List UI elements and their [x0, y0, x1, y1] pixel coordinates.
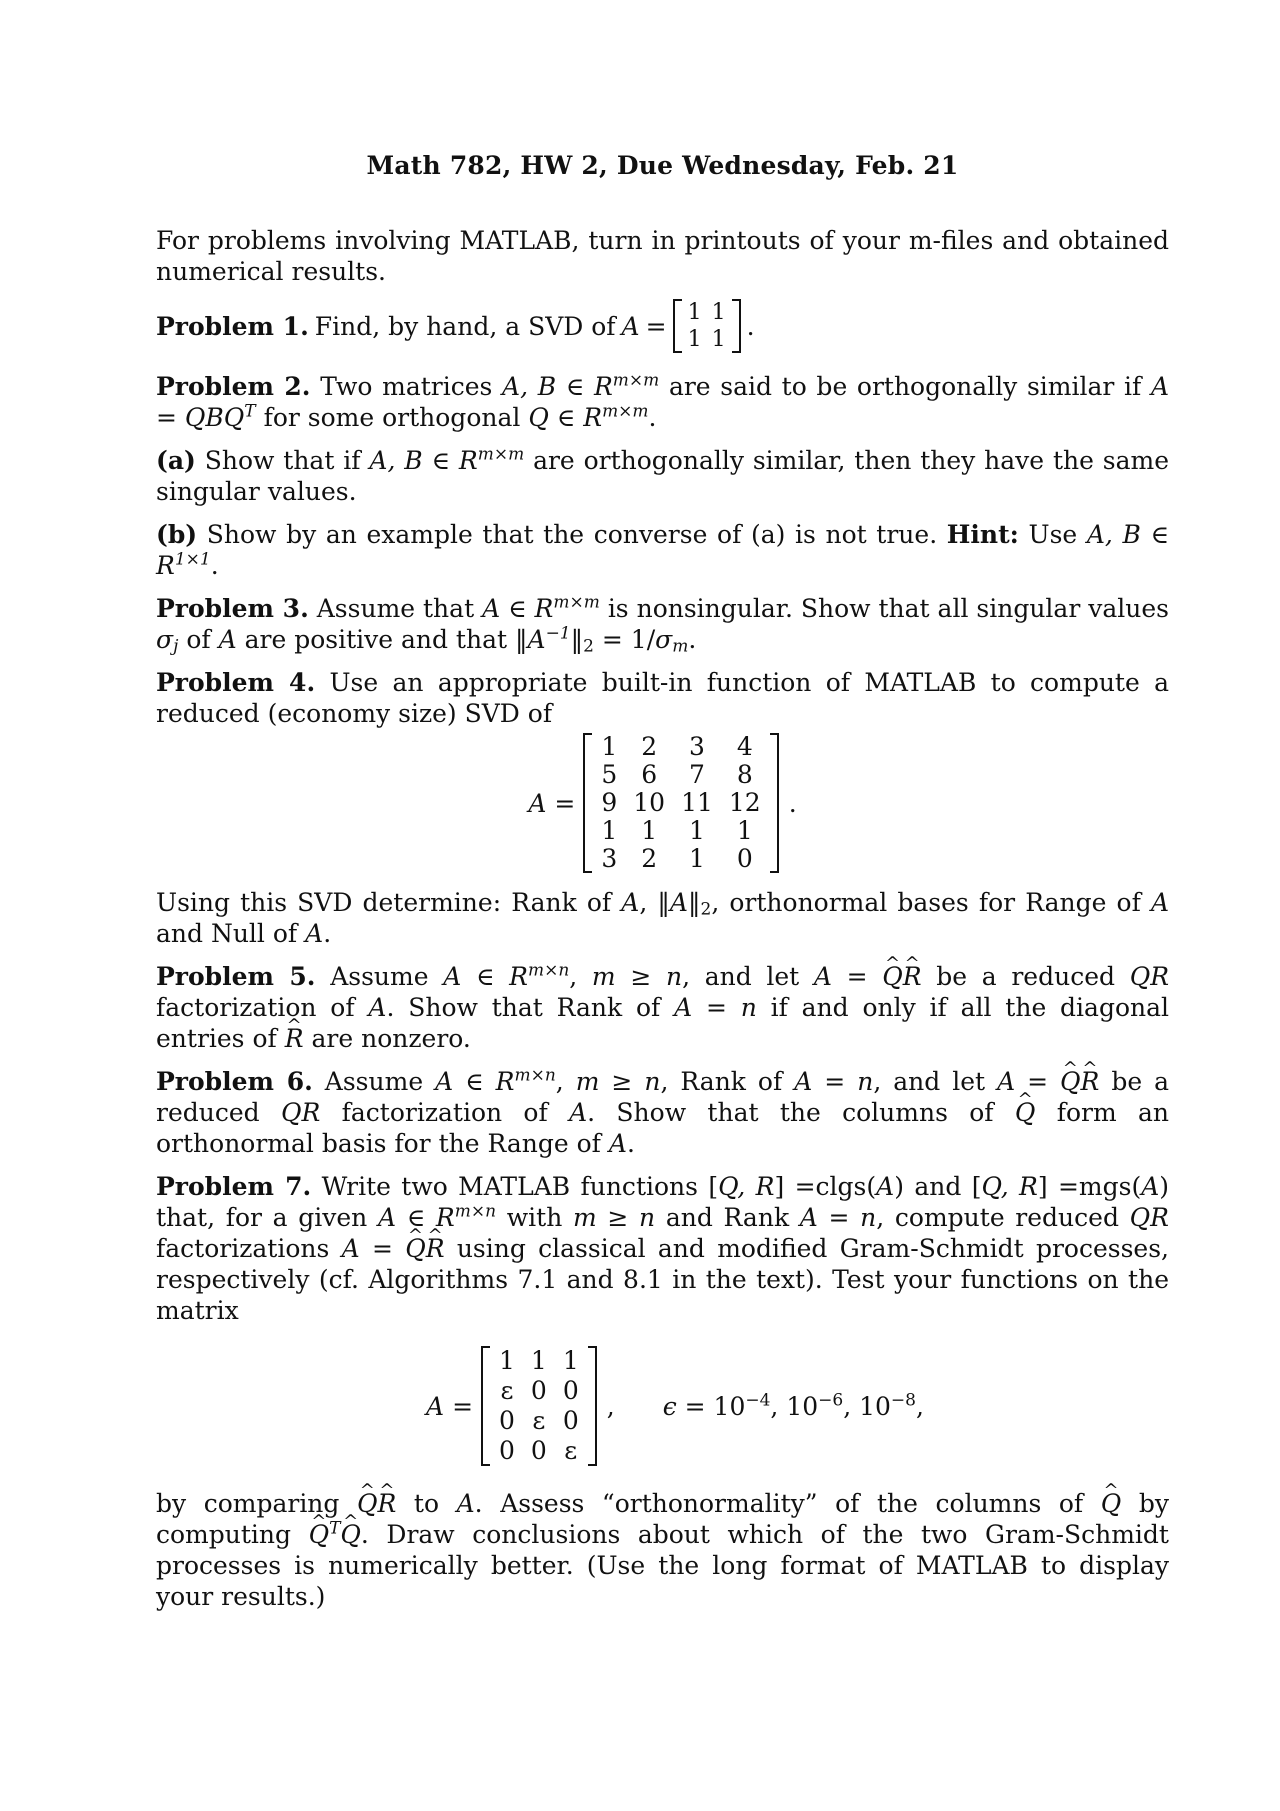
problem-5-text: Show that Rank of: [408, 993, 661, 1022]
matrix-cell: 0: [499, 1406, 515, 1435]
matrix-cell: 1: [689, 816, 705, 845]
problem-6-text: be a reduced: [156, 1067, 1170, 1127]
problem-1-matrix: [673, 299, 741, 353]
problem-7-display: A = 1 1 1 ε 0 0 0 ε 0 0 0 ε , $\epsilon = 10^{-4}$, $10^{-6}$, $10^{-8}$,: [426, 1346, 924, 1465]
problem-7-text: to: [413, 1489, 440, 1518]
matrix-cell: 0: [530, 1436, 547, 1465]
matrix-cell: 0: [736, 844, 753, 873]
problem-2a-text: Show that if: [204, 446, 361, 475]
matrix-cell: 9: [601, 788, 618, 817]
problem-2b: (b) Show by an example that the converse of (a) is not true. Hint: Use A, B ∈ $R^{1\times 1}$.: [156, 520, 1169, 580]
matrix-cell: 10: [633, 788, 666, 817]
problem-7-text: by comparing: [156, 1489, 340, 1518]
matrix-cell: 12: [728, 788, 761, 817]
matrix-cell: 1: [530, 1346, 547, 1375]
problem-7-followup: by comparing ^ Q^ R to A. Assess “orthonormality” of the columns of ^ Q by computing ^ $Q^T\^{}$ Q. Draw conclusions about which of the two Gram-Schmidt processes is numerically better. (Use the long format of MATLAB to display your results.): [156, 1488, 1169, 1612]
matrix-cell: 6: [641, 760, 658, 789]
problem-6-text: factorization of: [341, 1098, 548, 1127]
matrix-cell: 0: [562, 1376, 579, 1405]
matrix-cell: 1: [499, 1346, 515, 1375]
problem-4-label: Problem 4.: [156, 668, 316, 697]
problem-7-text: and: [914, 1172, 962, 1201]
problem-6: Problem 6. Assume A ∈ $R^{m\times n}$, m ≥ n, Rank of A = n, and let A = ^ Q^ R be a reduced QR factorization of A. Show that the columns of ^ Q form an orthonormal basis for the Range of A.: [156, 1066, 1169, 1159]
epsilon-values: $\epsilon = 10^{-4}$, $10^{-6}$, $10^{-8}$,: [662, 1390, 924, 1421]
matrix-cell: 1: [711, 300, 726, 325]
matrix-cell: 1: [687, 300, 702, 325]
function-name: =clgs(: [794, 1172, 877, 1201]
problem-1-text: Find, by hand, a SVD of: [314, 311, 616, 341]
problem-5-label: Problem 5.: [156, 962, 316, 991]
problem-6-text: Show that the columns of: [616, 1098, 994, 1127]
problem-5: Problem 5. Assume A ∈ $R^{m\times n}$, m ≥ n, and let A = ^ Q^ R be a reduced QR factorization of A. Show that Rank of A = n if and only if all the diagonal entries of ^ R are nonzero.: [156, 961, 1169, 1054]
problem-2a-text: are orthogonally similar, then they have the same singular values.: [156, 446, 1169, 506]
matrix-cell: 1: [736, 816, 753, 845]
problem-3-text: are positive and that: [244, 625, 508, 654]
problem-5-text: are nonzero.: [311, 1024, 471, 1053]
problem-6-text: form an orthonormal basis for the Range of: [156, 1098, 1169, 1158]
matrix-cell: 11: [681, 788, 713, 817]
problem-7-text: by computing: [156, 1489, 1169, 1549]
problem-7-text: compute reduced: [894, 1203, 1119, 1232]
problem-7-label: Problem 7.: [156, 1172, 312, 1201]
problem-4-followup: Using this SVD determine: Rank of A, $‖A‖_2$, orthonormal bases for Range of A and Null of A.: [156, 888, 1169, 948]
problem-4: [156, 667, 1169, 729]
problem-6-text: Assume: [324, 1067, 424, 1096]
hint-text: Use: [1028, 520, 1078, 549]
problem-2-text: are said to be orthogonally similar if: [668, 372, 1142, 401]
matrix-cell: 4: [736, 732, 753, 761]
problem-7-text: Assess “orthonormality” of the columns of: [500, 1489, 1084, 1518]
matrix-cell: 1: [601, 732, 618, 761]
problem-3-text: Assume that: [316, 594, 475, 623]
matrix-cell: 7: [689, 760, 705, 789]
intro-paragraph: For problems involving MATLAB, turn in printouts of your m-files and obtained numerical results.: [156, 226, 1169, 286]
problem-1: Problem 1. Find, by hand, a SVD of A = 1 1 1 1 .: [156, 300, 755, 352]
matrix-cell: 5: [601, 760, 618, 789]
problem-2b-text: Show by an example that the converse of (a) is not true.: [206, 520, 938, 549]
problem-5-text: and let: [704, 962, 800, 991]
matrix-cell: 1: [689, 844, 705, 873]
problem-7: Problem 7. Write two MATLAB functions [Q, R] =clgs(A) and [Q, R] =mgs(A) that, for a given A ∈ $R^{m\times n}$ with m ≥ n and Rank A = n, compute reduced QR factorizations A = ^ Q^ R using classical and modified Gram-Schmidt processes, respectively (cf. Algorithms 7.1 and 8.1 in the text). Test your functions on the matrix: [156, 1171, 1169, 1326]
problem-3: Problem 3. Assume that A ∈ $R^{m\times m}$ is nonsingular. Show that all singular values $\sigma_j$ of A are positive and that $‖A^{-1}‖_2 = 1/\sigma_m$.: [156, 592, 1169, 657]
problem-6-text: and let: [893, 1067, 986, 1096]
problem-2a-label: (a): [156, 446, 196, 475]
matrix-cell: 1: [641, 816, 658, 845]
problem-4-matrix: [583, 733, 778, 873]
problem-6-text: Rank of: [680, 1067, 783, 1096]
problem-7-text: using classical and modified Gram-Schmidt processes, respectively (cf. Algorithms 7.1 and 8.1 in the text). Test your functions on the matrix: [156, 1234, 1169, 1325]
matrix-cell: 1: [562, 1346, 579, 1375]
problem-2b-label: (b): [156, 520, 198, 549]
hint-label: Hint:: [946, 520, 1019, 549]
matrix-cell: 2: [641, 732, 658, 761]
problem-2a: (a) Show that if A, B ∈ $R^{m\times m}$ are orthogonally similar, then they have the same singular values.: [156, 444, 1169, 506]
problem-4-text: orthonormal bases for Range of: [729, 888, 1141, 917]
problem-7-text: factorizations: [156, 1234, 330, 1263]
matrix-cell: 0: [499, 1436, 515, 1465]
problem-7-text: Draw conclusions about which of the two Gram-Schmidt processes is numerically better. (Use the long format of MATLAB to display your results.): [156, 1520, 1169, 1611]
matrix-cell: ε: [532, 1406, 546, 1435]
homework-page: [156, 150, 1169, 1624]
matrix-cell: 1: [711, 327, 726, 352]
problem-7-text: Write two MATLAB functions: [321, 1172, 698, 1201]
problem-6-label: Problem 6.: [156, 1067, 313, 1096]
problem-5-text: Assume: [330, 962, 429, 991]
problem-4-display: A = 1 2 3 4 5 6 7 8 9 10 11 12 1 1 1 1 3 2 1 0 .: [528, 732, 797, 873]
matrix-cell: ε: [564, 1436, 578, 1465]
problem-7-matrix: [481, 1346, 597, 1466]
function-name: =mgs(: [1057, 1172, 1142, 1201]
problem-4-text: Use an appropriate built-in function of MATLAB to compute a reduced (economy size) SVD of: [156, 668, 1169, 728]
problem-2-text: Two matrices: [320, 372, 493, 401]
page-title: Math 782, HW 2, Due Wednesday, Feb. 21: [366, 151, 959, 180]
matrix-cell: 0: [562, 1406, 579, 1435]
problem-5-text: factorization of: [156, 993, 355, 1022]
problem-7-text: and Rank: [665, 1203, 790, 1232]
matrix-cell: 3: [689, 732, 705, 761]
problem-2-text: for some orthogonal: [263, 403, 521, 432]
problem-7-text: with: [506, 1203, 563, 1232]
problem-3-text: is nonsingular. Show that all singular values: [607, 594, 1169, 623]
matrix-cell: 2: [641, 844, 658, 873]
matrix-cell: 0: [530, 1376, 547, 1405]
problem-4-text: and Null of: [156, 919, 298, 948]
problem-5-text: if and only if all the diagonal entries of: [156, 993, 1170, 1053]
problem-3-label: Problem 3.: [156, 594, 309, 623]
problem-2: Problem 2. Two matrices A, B ∈ $R^{m\times m}$ are said to be orthogonally similar if $A = QBQ^T$ for some orthogonal Q ∈ $R^{m\times m}$.: [156, 370, 1170, 432]
problem-7-text: that, for a given: [156, 1203, 368, 1232]
problem-2-label: Problem 2.: [156, 372, 311, 401]
problem-3-text: of: [186, 625, 211, 654]
problem-4-text: Using this SVD determine: Rank of: [156, 888, 612, 917]
matrix-cell: 8: [736, 760, 753, 789]
problem-1-label: Problem 1.: [156, 311, 309, 341]
problem-5-text: be a reduced: [936, 962, 1116, 991]
matrix-cell: 3: [601, 844, 618, 873]
matrix-cell: ε: [500, 1376, 514, 1405]
matrix-cell: 1: [601, 816, 618, 845]
matrix-cell: 1: [687, 327, 702, 352]
